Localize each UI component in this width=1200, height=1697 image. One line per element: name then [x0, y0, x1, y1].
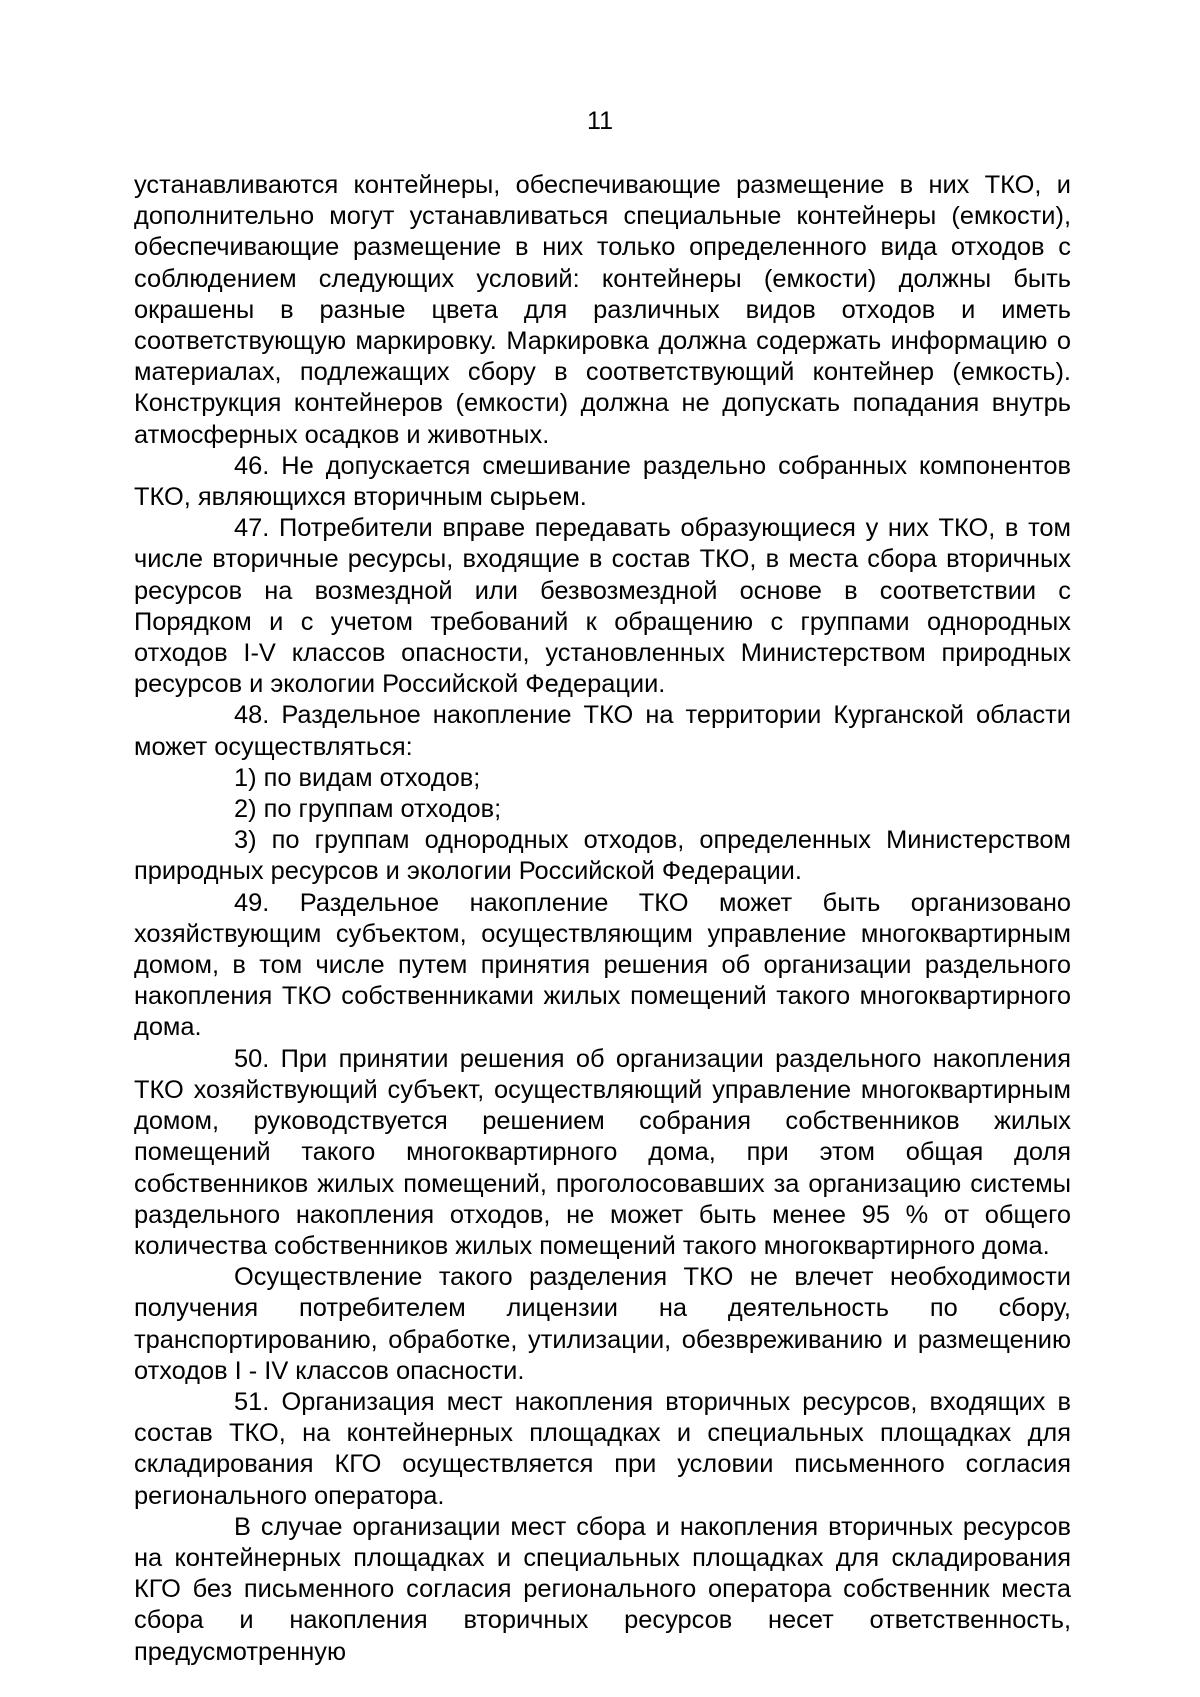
- paragraph-item-50-continuation: Осуществление такого разделения ТКО не влечет необходимости получения потребителем лицензии на деятельность по сбору, транспортированию, обработке, утилизации, обезвреживанию и размещению отходов I - IV классов опасности.: [134, 1263, 1071, 1385]
- paragraph-continuation: устанавливаются контейнеры, обеспечивающие размещение в них ТКО, и дополнительно могут устанавливаться специальные контейнеры (емкости), обеспечивающие размещение в них только определенного вида отходов с соблюдением следующих условий: контейнеры (емкости) должны быть окрашены в разные цвета для различных видов отходов и иметь соответствующую маркировку. Маркировка должна содержать информацию о материалах, подлежащих сбору в соответствующий контейнер (емкость). Конструкция контейнеров (емкости) должна не допускать попадания внутрь атмосферных осадков и животных.: [134, 171, 1071, 449]
- paragraph-item-51-continuation: В случае организации мест сбора и накопления вторичных ресурсов на контейнерных площадках и специальных площадках для складирования КГО без письменного согласия регионального оператора собственник места сбора и накопления вторичных ресурсов несет ответственность, предусмотренную: [134, 1512, 1071, 1666]
- paragraph-item-48: 48. Раздельное накопление ТКО на территории Курганской области может осуществляться:: [134, 701, 1071, 761]
- page-number: 11: [587, 107, 613, 135]
- list-item-1: 1) по видам отходов;: [234, 763, 481, 792]
- paragraph-item-51: 51. Организация мест накопления вторичных ресурсов, входящих в состав ТКО, на контейнерных площадках и специальных площадках для складирования КГО осуществляется при условии письменного согласия регионального оператора.: [134, 1387, 1071, 1510]
- paragraph-item-49: 49. Раздельное накопление ТКО может быть организовано хозяйствующим субъектом, осуществляющим управление многоквартирным домом, в том числе путем принятия решения об организации раздельного накопления ТКО собственниками жилых помещений такого многоквартирного дома.: [134, 888, 1071, 1042]
- paragraph-item-47: 47. Потребители вправе передавать образующиеся у них ТКО, в том числе вторичные ресурсы, входящие в состав ТКО, в места сбора вторичных ресурсов на возмездной или безвозмездной основе в соответствии с Порядком и с учетом требований к обращению с группами однородных отходов I-V классов опасности, установленных Министерством природных ресурсов и экологии Российской Федерации.: [134, 514, 1071, 699]
- document-body: [134, 170, 1071, 1668]
- list-item-2: 2) по группам отходов;: [234, 795, 502, 824]
- list-item-3: 3) по группам однородных отходов, определенных Министерством природных ресурсов и экологии Российской Федерации.: [134, 826, 1071, 886]
- paragraph-item-46: 46. Не допускается смешивание раздельно собранных компонентов ТКО, являющихся вторичным сырьем.: [134, 451, 1071, 512]
- paragraph-item-50: 50. При принятии решения об организации раздельного накопления ТКО хозяйствующий субъект, осуществляющий управление многоквартирным домом, руководствуется решением собрания собственников жилых помещений такого многоквартирного дома, при этом общая доля собственников жилых помещений, проголосовавших за организацию системы раздельного накопления отходов, не может быть менее 95 % от общего количества собственников жилых помещений такого многоквартирного дома.: [134, 1044, 1071, 1260]
